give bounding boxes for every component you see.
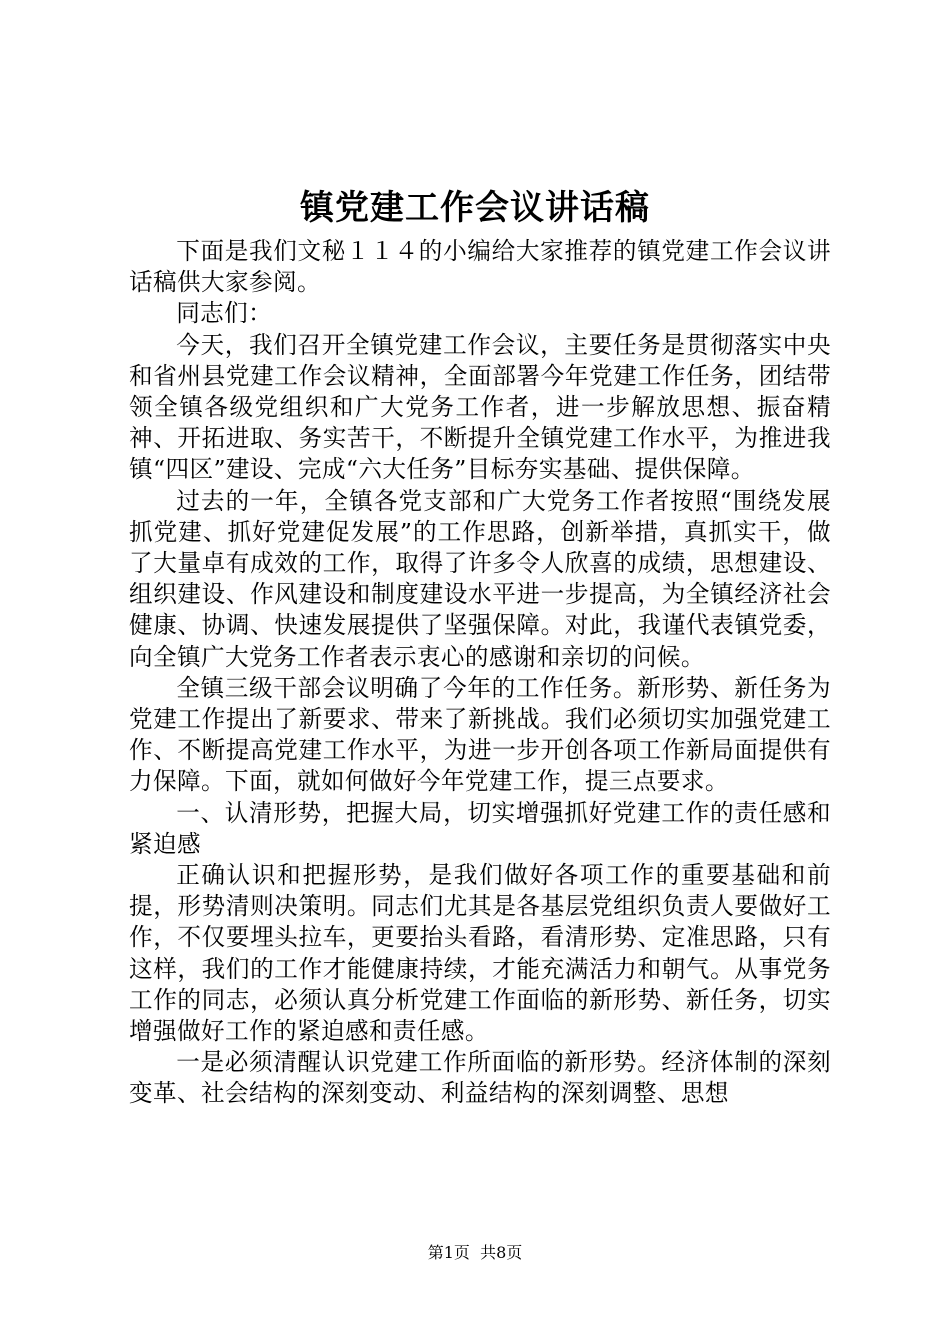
section-heading: 一、认清形势，把握大局，切实增强抓好党建工作的责任感和紧迫感 [129, 798, 831, 858]
body-paragraph: 一是必须清醒认识党建工作所面临的新形势。经济体制的深刻变革、社会结构的深刻变动、利益结构的深刻调整、思想 [129, 1048, 831, 1108]
body-paragraph: 过去的一年，全镇各党支部和广大党务工作者按照“围绕发展抓党建、抓好党建促发展”的工作思路，创新举措，真抓实干，做了大量卓有成效的工作，取得了许多令人欣喜的成绩，思想建设、组织建设、作风建设和制度建设水平进一步提高，为全镇经济社会健康、协调、快速发展提供了坚强保障。对此，我谨代表镇党委，向全镇广大党务工作者表示衷心的感谢和亲切的问候。 [129, 486, 831, 671]
body-paragraph: 正确认识和把握形势，是我们做好各项工作的重要基础和前提，形势清则决策明。同志们尤其是各基层党组织负责人要做好工作，不仅要埋头拉车，更要抬头看路，看清形势、定准思路，只有这样，我们的工作才能健康持续，才能充满活力和朝气。从事党务工作的同志，必须认真分析党建工作面临的新形势、新任务，切实增强做好工作的紧迫感和责任感。 [129, 861, 831, 1046]
body-paragraph: 今天，我们召开全镇党建工作会议，主要任务是贯彻落实中央和省州县党建工作会议精神，全面部署今年党建工作任务，团结带领全镇各级党组织和广大党务工作者，进一步解放思想、振奋精神、开拓进取、务实苦干，不断提升全镇党建工作水平，为推进我镇“四区”建设、完成“六大任务”目标夯实基础、提供保障。 [129, 330, 831, 484]
page-number: 第1页 共8页 [427, 1243, 523, 1262]
intro-paragraph: 下面是我们文秘１１４的小编给大家推荐的镇党建工作会议讲话稿供大家参阅。 [129, 237, 831, 297]
document-body [129, 236, 831, 1110]
page-footer [0, 1242, 950, 1264]
document-title: 镇党建工作会议讲话稿 [300, 188, 650, 228]
salutation: 同志们： [176, 299, 273, 328]
body-paragraph: 全镇三级干部会议明确了今年的工作任务。新形势、新任务为党建工作提出了新要求、带来了新挑战。我们必须切实加强党建工作、不断提高党建工作水平，为进一步开创各项工作新局面提供有力保障。下面，就如何做好今年党建工作，提三点要求。 [129, 673, 831, 796]
